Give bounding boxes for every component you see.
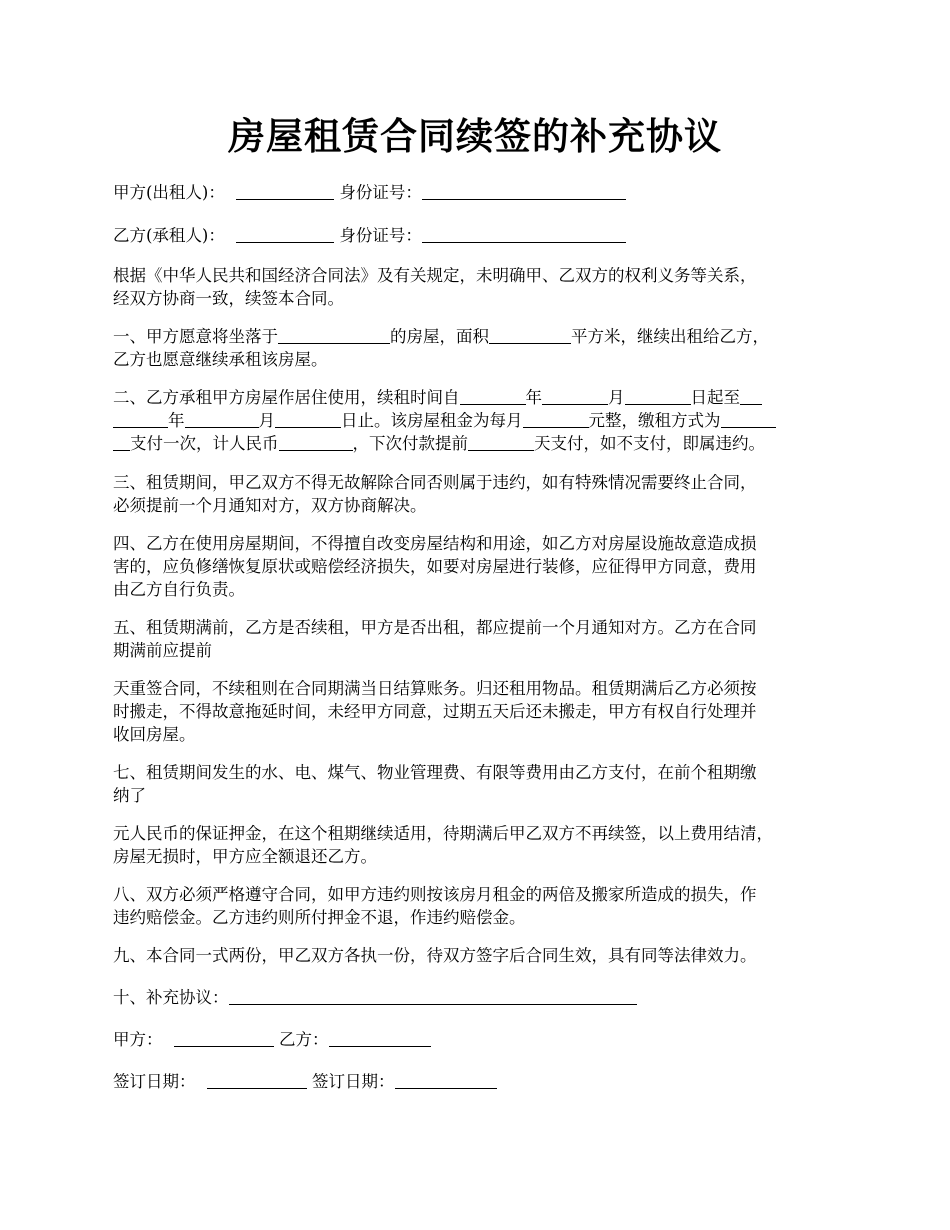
clause-7: [113, 761, 845, 807]
intro-paragraph: [113, 264, 845, 310]
clause-2: [113, 386, 845, 455]
clause-7-line: 纳了: [113, 786, 146, 805]
end-year-blank[interactable]: [740, 388, 762, 405]
clause-4-line: 害的，应负修缮恢复原状或赔偿经济损失，如要对房屋进行装修，应征得甲方同意，费用: [113, 557, 757, 576]
party-b-id-label: 身份证号：: [339, 226, 422, 245]
intro-line: 经双方协商一致，续签本合同。: [113, 289, 344, 308]
amount-blank[interactable]: [279, 434, 353, 451]
payment-method-blank[interactable]: [721, 411, 776, 428]
party-b-sign-label: 乙方：: [279, 1030, 329, 1049]
clause-4-line: 四、乙方在使用房屋期间，不得擅自改变房屋结构和用途，如乙方对房屋设施故意造成损: [113, 534, 757, 553]
party-b-sign-blank[interactable]: [329, 1030, 431, 1047]
clause-7-continued: [113, 822, 845, 868]
signature-line: [113, 1028, 843, 1051]
party-a-date-label: 签订日期：: [113, 1072, 196, 1091]
payment-method-blank[interactable]: [113, 434, 130, 451]
clause-3-line: 必须提前一个月通知对方，双方协商解决。: [113, 496, 427, 515]
clause-5: [113, 616, 845, 662]
clause-5-line: 五、租赁期满前，乙方是否续租，甲方是否出租，都应提前一个月通知对方。乙方在合同: [113, 618, 757, 637]
clause-3-line: 三、租赁期间，甲乙双方不得无故解除合同否则属于违约，如有特殊情况需要终止合同，: [113, 473, 757, 492]
party-b-line: [113, 224, 843, 247]
clause-1-line: 乙方也愿意继续承租该房屋。: [113, 350, 328, 369]
party-b-date-blank[interactable]: [395, 1072, 497, 1089]
clause-2-text: 年: [525, 388, 542, 407]
end-year-blank[interactable]: [113, 411, 168, 428]
clause-2-text: 二、乙方承租甲方房屋作居住使用，续租时间自: [113, 388, 460, 407]
clause-2-text: 元整，缴租方式为: [588, 411, 721, 430]
clause-8-line: 八、双方必须严格遵守合同，如甲方违约则按该房月租金的两倍及搬家所造成的损失，作: [113, 885, 757, 904]
clause-2-text: 日起至: [690, 388, 740, 407]
party-b-id-blank[interactable]: [422, 226, 626, 243]
party-a-sign-label: 甲方：: [113, 1030, 163, 1049]
party-a-name-blank[interactable]: [236, 183, 334, 200]
clause-2-text: 日止。该房屋租金为每月: [341, 411, 523, 430]
start-year-blank[interactable]: [460, 388, 526, 405]
clause-5-line: 期满前应提前: [113, 641, 212, 660]
intro-line: 根据《中华人民共和国经济合同法》及有关规定，未明确甲、乙双方的权利义务等关系，: [113, 266, 757, 285]
location-blank[interactable]: [278, 327, 390, 344]
clause-2-text: 月: [258, 411, 275, 430]
party-b-name-blank[interactable]: [236, 226, 334, 243]
clause-2-text: 支付一次，计人民币: [130, 434, 279, 453]
clause-7b-line: 房屋无损时，甲方应全额退还乙方。: [113, 847, 377, 866]
clause-10: [113, 986, 843, 1009]
clause-1-text: 的房屋，面积: [390, 327, 489, 346]
clause-9: 九、本合同一式两份，甲乙双方各执一份，待双方签字后合同生效，具有同等法律效力。: [113, 946, 757, 965]
party-a-line: [113, 181, 843, 204]
end-day-blank[interactable]: [275, 411, 341, 428]
party-b-date-label: 签订日期：: [312, 1072, 395, 1091]
end-month-blank[interactable]: [185, 411, 259, 428]
clause-6-line: 收回房屋。: [113, 725, 196, 744]
start-day-blank[interactable]: [625, 388, 691, 405]
clause-7b-line: 元人民币的保证押金，在这个租期继续适用，待期满后甲乙双方不再续签，以上费用结清，: [113, 824, 773, 843]
clause-4-line: 由乙方自行负责。: [113, 580, 245, 599]
clause-6: [113, 677, 845, 746]
clause-2-text: 天支付，如不支付，即属违约。: [534, 434, 765, 453]
page-title: 房屋租赁合同续签的补充协议: [228, 114, 722, 158]
party-a-sign-blank[interactable]: [174, 1030, 274, 1047]
clause-4: [113, 532, 845, 601]
party-a-date-blank[interactable]: [207, 1072, 307, 1089]
clause-1: [113, 325, 845, 371]
days-blank[interactable]: [468, 434, 534, 451]
clause-1-text: 一、甲方愿意将坐落于: [113, 327, 278, 346]
area-blank[interactable]: [489, 327, 571, 344]
clause-2-text: ，下次付款提前: [352, 434, 468, 453]
party-a-id-blank[interactable]: [422, 183, 626, 200]
clause-3: [113, 471, 845, 517]
clause-10-label: 十、补充协议：: [113, 988, 229, 1007]
clause-1-text: 平方米，继续出租给乙方，: [571, 327, 769, 346]
clause-6-line: 天重签合同，不续租则在合同期满当日结算账务。归还租用物品。租赁期满后乙方必须按: [113, 679, 757, 698]
clause-7-line: 七、租赁期间发生的水、电、煤气、物业管理费、有限等费用由乙方支付，在前个租期缴: [113, 763, 757, 782]
clause-6-line: 时搬走，不得故意拖延时间，未经甲方同意，过期五天后还未搬走，甲方有权自行处理并: [113, 702, 757, 721]
clause-2-text: 年: [168, 411, 185, 430]
supplement-blank[interactable]: [229, 988, 637, 1005]
clause-2-text: 月: [608, 388, 625, 407]
clause-8: [113, 883, 845, 929]
start-month-blank[interactable]: [542, 388, 608, 405]
party-b-label: 乙方(承租人)：: [113, 226, 225, 245]
party-a-label: 甲方(出租人)：: [113, 183, 225, 202]
monthly-rent-blank[interactable]: [523, 411, 589, 428]
date-line: [113, 1070, 843, 1093]
party-a-id-label: 身份证号：: [339, 183, 422, 202]
clause-8-line: 违约赔偿金。乙方违约则所付押金不退，作违约赔偿金。: [113, 908, 526, 927]
